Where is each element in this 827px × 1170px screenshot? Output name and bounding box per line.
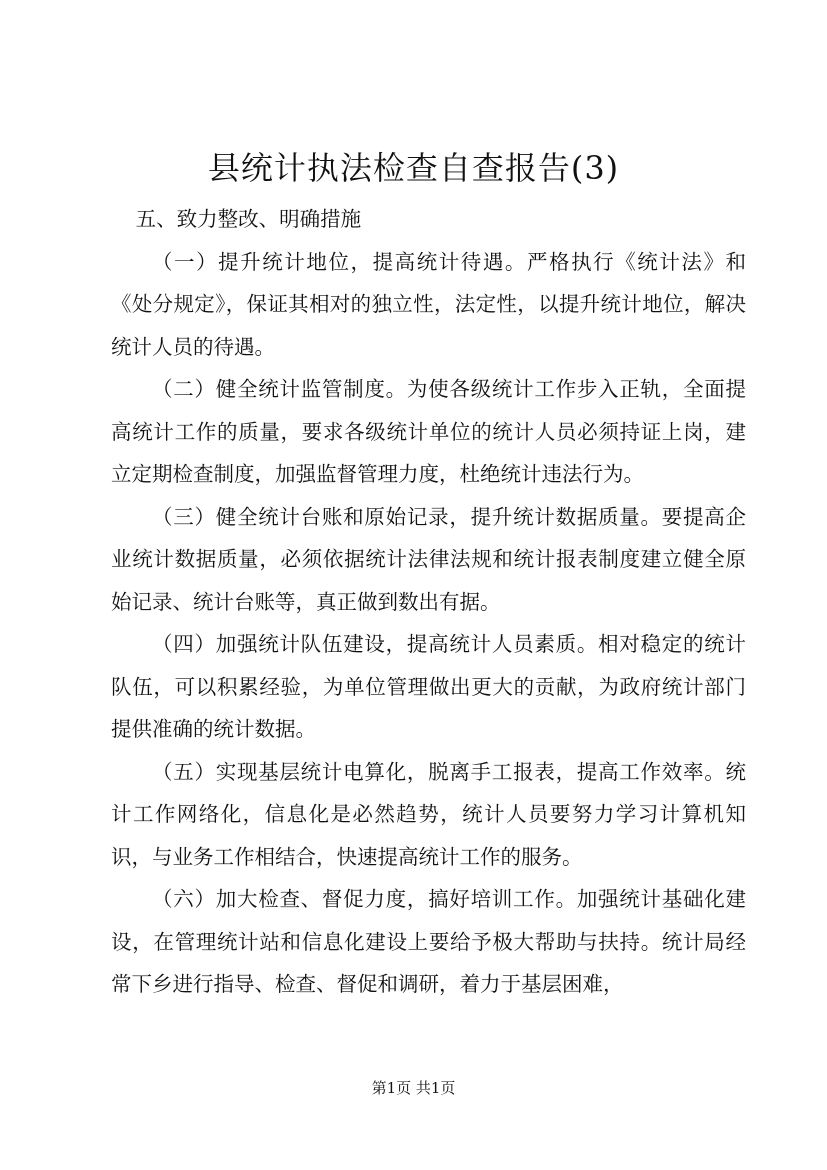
document-title: 县统计执法检查自查报告(3) [207,149,620,187]
paragraph-5: （五）实现基层统计电算化，脱离手工报表，提高工作效率。统计工作网络化，信息化是必然趋势，统计人员要努力学习计算机知识，与业务工作相结合，快速提高统计工作的服务。 [111,759,746,869]
paragraph-6: （六）加大检查、督促力度，搞好培训工作。加强统计基础化建设，在管理统计站和信息化建设上要给予极大帮助与扶持。统计局经常下乡进行指导、检查、督促和调研，着力于基层困难， [111,887,746,996]
section-heading: 五、致力整改、明确措施 [135,207,362,231]
paragraph-3: （三）健全统计台账和原始记录，提升统计数据质量。要提高企业统计数据质量，必须依据统计法律法规和统计报表制度建立健全原始记录、统计台账等，真正做到数出有据。 [111,504,746,614]
paragraph-4: （四）加强统计队伍建设，提高统计人员素质。相对稳定的统计队伍，可以积累经验，为单位管理做出更大的贡献，为政府统计部门提供准确的统计数据。 [111,632,746,741]
paragraph-1: （一）提升统计地位，提高统计待遇。严格执行《统计法》和《处分规定》，保证其相对的独立性，法定性，以提升统计地位，解决统计人员的待遇。 [111,249,746,359]
paragraph-2: （二）健全统计监管制度。为使各级统计工作步入正轨，全面提高统计工作的质量，要求各级统计单位的统计人员必须持证上岗，建立定期检查制度，加强监督管理力度，杜绝统计违法行为。 [111,377,746,486]
page-footer: 第1页 共1页 [371,1079,456,1097]
document-body [111,198,746,1006]
